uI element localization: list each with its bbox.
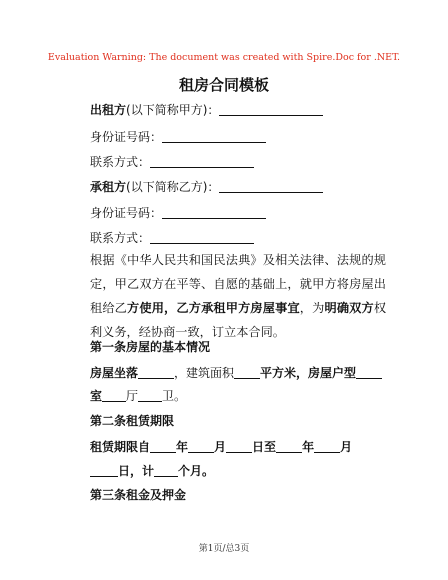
lessee-id-blank [162, 205, 266, 219]
layout-label: 平方米，房屋户型 [260, 366, 357, 380]
start-year-blank [150, 439, 176, 453]
intro-part5: 权利义务，经协商一致，订立本合同。 [90, 301, 387, 339]
start-year-label: 年 [176, 440, 189, 454]
room-label: 室 [90, 389, 103, 403]
bath-label: 卫。 [162, 389, 187, 403]
hall-label: 厅 [126, 389, 139, 403]
lessee-id-label: 身份证号码： [90, 206, 163, 220]
intro-paragraph [90, 248, 386, 344]
location-label: 房屋坐落 [90, 366, 139, 380]
lessor-contact-label: 联系方式： [90, 155, 151, 169]
section1-line2 [90, 387, 186, 404]
lessor-label: 出租方 [90, 103, 127, 117]
intro-part3: ，为 [299, 301, 325, 315]
area-label: ，建筑面积 [174, 366, 235, 380]
evaluation-warning: Evaluation Warning: The document was created with Spire.Doc for .NET. [47, 52, 401, 63]
start-month-label: 月 [214, 440, 227, 454]
section2-heading: 第二条租赁期限 [90, 414, 175, 428]
section3-heading: 第三条租金及押金 [90, 488, 187, 502]
lessor-line [90, 101, 323, 118]
lessee-label-suffix: (以下简称乙方)： [126, 180, 220, 194]
layout-blank [356, 365, 382, 379]
section1-line1 [90, 364, 382, 381]
lessor-id-label: 身份证号码： [90, 130, 163, 144]
section1-heading: 第一条房屋的基本情况 [90, 340, 211, 354]
lessor-id-blank [162, 129, 266, 143]
lessor-id-line [90, 128, 266, 145]
lessee-contact-blank [150, 230, 254, 244]
document-title: 租房合同模板 [178, 76, 269, 94]
start-day-blank [226, 439, 252, 453]
months-blank [154, 463, 178, 477]
lessee-line [90, 178, 323, 195]
intro-part1: 根据《中华人民共和国民法典》及相关法律、法规的规定，甲乙双方在平等、自愿的基础上，就甲方将房屋出租给乙 [90, 253, 386, 315]
section2-line1 [90, 438, 352, 455]
start-month-blank [188, 439, 214, 453]
location-blank [138, 365, 174, 379]
end-year-label: 年 [302, 440, 315, 454]
day-to-label: 日至 [252, 440, 277, 454]
lessor-contact-blank [150, 154, 254, 168]
end-day-label: 日，计 [118, 464, 155, 478]
lessee-contact-label: 联系方式： [90, 231, 151, 245]
end-year-blank [276, 439, 302, 453]
intro-part2: 方使用，乙方承租甲方房屋事宜 [127, 301, 300, 315]
lessee-id-line [90, 204, 266, 221]
intro-part4: 明确双方 [324, 301, 374, 315]
term-label: 租赁期限自 [90, 440, 151, 454]
lessor-label-suffix: (以下简称甲方)： [126, 103, 220, 117]
area-blank [234, 365, 260, 379]
lessee-contact-line [90, 229, 254, 246]
end-month-blank [314, 439, 340, 453]
room-blank [102, 388, 126, 402]
lessor-name-blank [219, 102, 323, 116]
section2-line2 [90, 462, 214, 479]
lessee-name-blank [219, 179, 323, 193]
months-label: 个月。 [178, 464, 215, 478]
page-footer: 第1页/总3页 [198, 544, 250, 554]
end-month-label: 月 [340, 440, 353, 454]
lessee-label: 承租方 [90, 180, 127, 194]
end-day-blank [90, 463, 118, 477]
lessor-contact-line [90, 153, 254, 170]
hall-blank [138, 388, 162, 402]
